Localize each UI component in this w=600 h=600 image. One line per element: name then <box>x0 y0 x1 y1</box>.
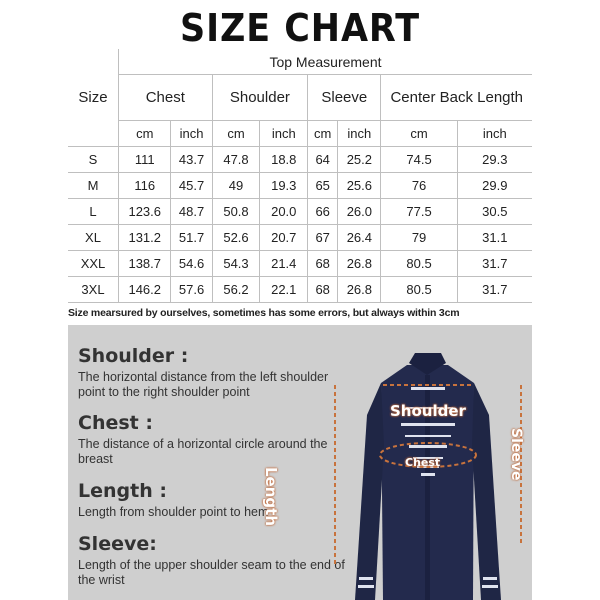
unit-cell: cm <box>212 121 260 147</box>
col-header-shoulder: Shoulder <box>212 75 308 121</box>
measurement-cell: 68 <box>308 251 338 277</box>
measurement-cell: 138.7 <box>119 251 171 277</box>
measurement-cell: 20.0 <box>260 199 308 225</box>
chest-label: Chest <box>405 456 441 469</box>
measurement-cell: 25.6 <box>338 173 381 199</box>
measurement-cell: 131.2 <box>119 225 171 251</box>
measurement-cell: 19.3 <box>260 173 308 199</box>
definition-text: The horizontal distance from the left shoulder point to the right shoulder point <box>78 370 329 399</box>
measurement-cell: 52.6 <box>212 225 260 251</box>
measurement-cell: 80.5 <box>381 251 457 277</box>
size-chart-table <box>68 49 532 303</box>
measurement-note: Size mearsured by ourselves, sometimes has some errors, but always within 3cm <box>68 307 460 319</box>
measurement-cell: 51.7 <box>171 225 212 251</box>
measurement-cell: 68 <box>308 277 338 303</box>
measurement-cell: 65 <box>308 173 338 199</box>
table-row <box>68 251 532 277</box>
size-cell: M <box>68 173 119 199</box>
measurement-cell: 123.6 <box>119 199 171 225</box>
col-header-length: Center Back Length <box>381 75 532 121</box>
unit-cell: inch <box>260 121 308 147</box>
measurement-cell: 56.2 <box>212 277 260 303</box>
unit-cell: cm <box>119 121 171 147</box>
size-cell: XXL <box>68 251 119 277</box>
measurement-cell: 31.1 <box>457 225 532 251</box>
measurement-cell: 48.7 <box>171 199 212 225</box>
measurement-cell: 21.4 <box>260 251 308 277</box>
left-sleeve <box>355 383 384 600</box>
measurement-cell: 26.8 <box>338 251 381 277</box>
measurement-cell: 57.6 <box>171 277 212 303</box>
measurement-cell: 64 <box>308 147 338 173</box>
page-title: SIZE CHART <box>180 6 420 50</box>
measurement-cell: 26.4 <box>338 225 381 251</box>
measurement-cell: 43.7 <box>171 147 212 173</box>
definition-shoulder <box>78 345 348 400</box>
measurement-cell: 26.0 <box>338 199 381 225</box>
length-label: Length <box>262 467 280 526</box>
size-cell: 3XL <box>68 277 119 303</box>
measurement-cell: 29.3 <box>457 147 532 173</box>
size-cell: L <box>68 199 119 225</box>
definition-text: The distance of a horizontal circle around the breast <box>78 437 328 466</box>
measurement-cell: 54.3 <box>212 251 260 277</box>
measurement-cell: 45.7 <box>171 173 212 199</box>
size-cell: S <box>68 147 119 173</box>
unit-cell: cm <box>308 121 338 147</box>
definition-heading: Shoulder : <box>78 345 189 367</box>
table-row <box>68 277 532 303</box>
col-header-chest: Chest <box>119 75 213 121</box>
table-row <box>68 173 532 199</box>
measurement-cell: 25.2 <box>338 147 381 173</box>
measurement-cell: 30.5 <box>457 199 532 225</box>
col-header-sleeve: Sleeve <box>308 75 381 121</box>
measurement-cell: 111 <box>119 147 171 173</box>
table-row <box>68 199 532 225</box>
size-header: Size <box>68 49 119 147</box>
size-cell: XL <box>68 225 119 251</box>
measurement-guide-panel <box>68 325 532 600</box>
measurement-cell: 116 <box>119 173 171 199</box>
definition-heading: Chest : <box>78 412 153 434</box>
measurement-cell: 66 <box>308 199 338 225</box>
sleeve-label: Sleeve <box>508 428 524 481</box>
measurement-cell: 76 <box>381 173 457 199</box>
measurement-cell: 29.9 <box>457 173 532 199</box>
unit-cell: cm <box>381 121 457 147</box>
measurement-cell: 74.5 <box>381 147 457 173</box>
shoulder-label: Shoulder <box>390 402 466 420</box>
unit-cell: inch <box>171 121 212 147</box>
table-row <box>68 147 532 173</box>
definition-sleeve <box>78 533 348 588</box>
definition-length <box>78 480 348 520</box>
right-sleeve <box>472 383 501 600</box>
measurement-cell: 31.7 <box>457 277 532 303</box>
measurement-cell: 22.1 <box>260 277 308 303</box>
measurement-cell: 67 <box>308 225 338 251</box>
measurement-cell: 77.5 <box>381 199 457 225</box>
definition-text: Length of the upper shoulder seam to the end of the wrist <box>78 558 345 587</box>
definition-text: Length from shoulder point to hem <box>78 505 269 519</box>
table-row <box>68 225 532 251</box>
measurement-cell: 18.8 <box>260 147 308 173</box>
measurement-cell: 80.5 <box>381 277 457 303</box>
definition-heading: Sleeve: <box>78 533 157 555</box>
unit-cell: inch <box>338 121 381 147</box>
measurement-cell: 49 <box>212 173 260 199</box>
measurement-cell: 146.2 <box>119 277 171 303</box>
measurement-cell: 54.6 <box>171 251 212 277</box>
measurement-cell: 26.8 <box>338 277 381 303</box>
measurement-cell: 50.8 <box>212 199 260 225</box>
unit-cell: inch <box>457 121 532 147</box>
shirt-diagram <box>323 345 532 600</box>
measurement-cell: 31.7 <box>457 251 532 277</box>
measurement-cell: 20.7 <box>260 225 308 251</box>
measurement-cell: 79 <box>381 225 457 251</box>
group-header: Top Measurement <box>119 49 533 75</box>
definition-heading: Length : <box>78 480 167 502</box>
measurement-cell: 47.8 <box>212 147 260 173</box>
definition-chest <box>78 412 348 467</box>
